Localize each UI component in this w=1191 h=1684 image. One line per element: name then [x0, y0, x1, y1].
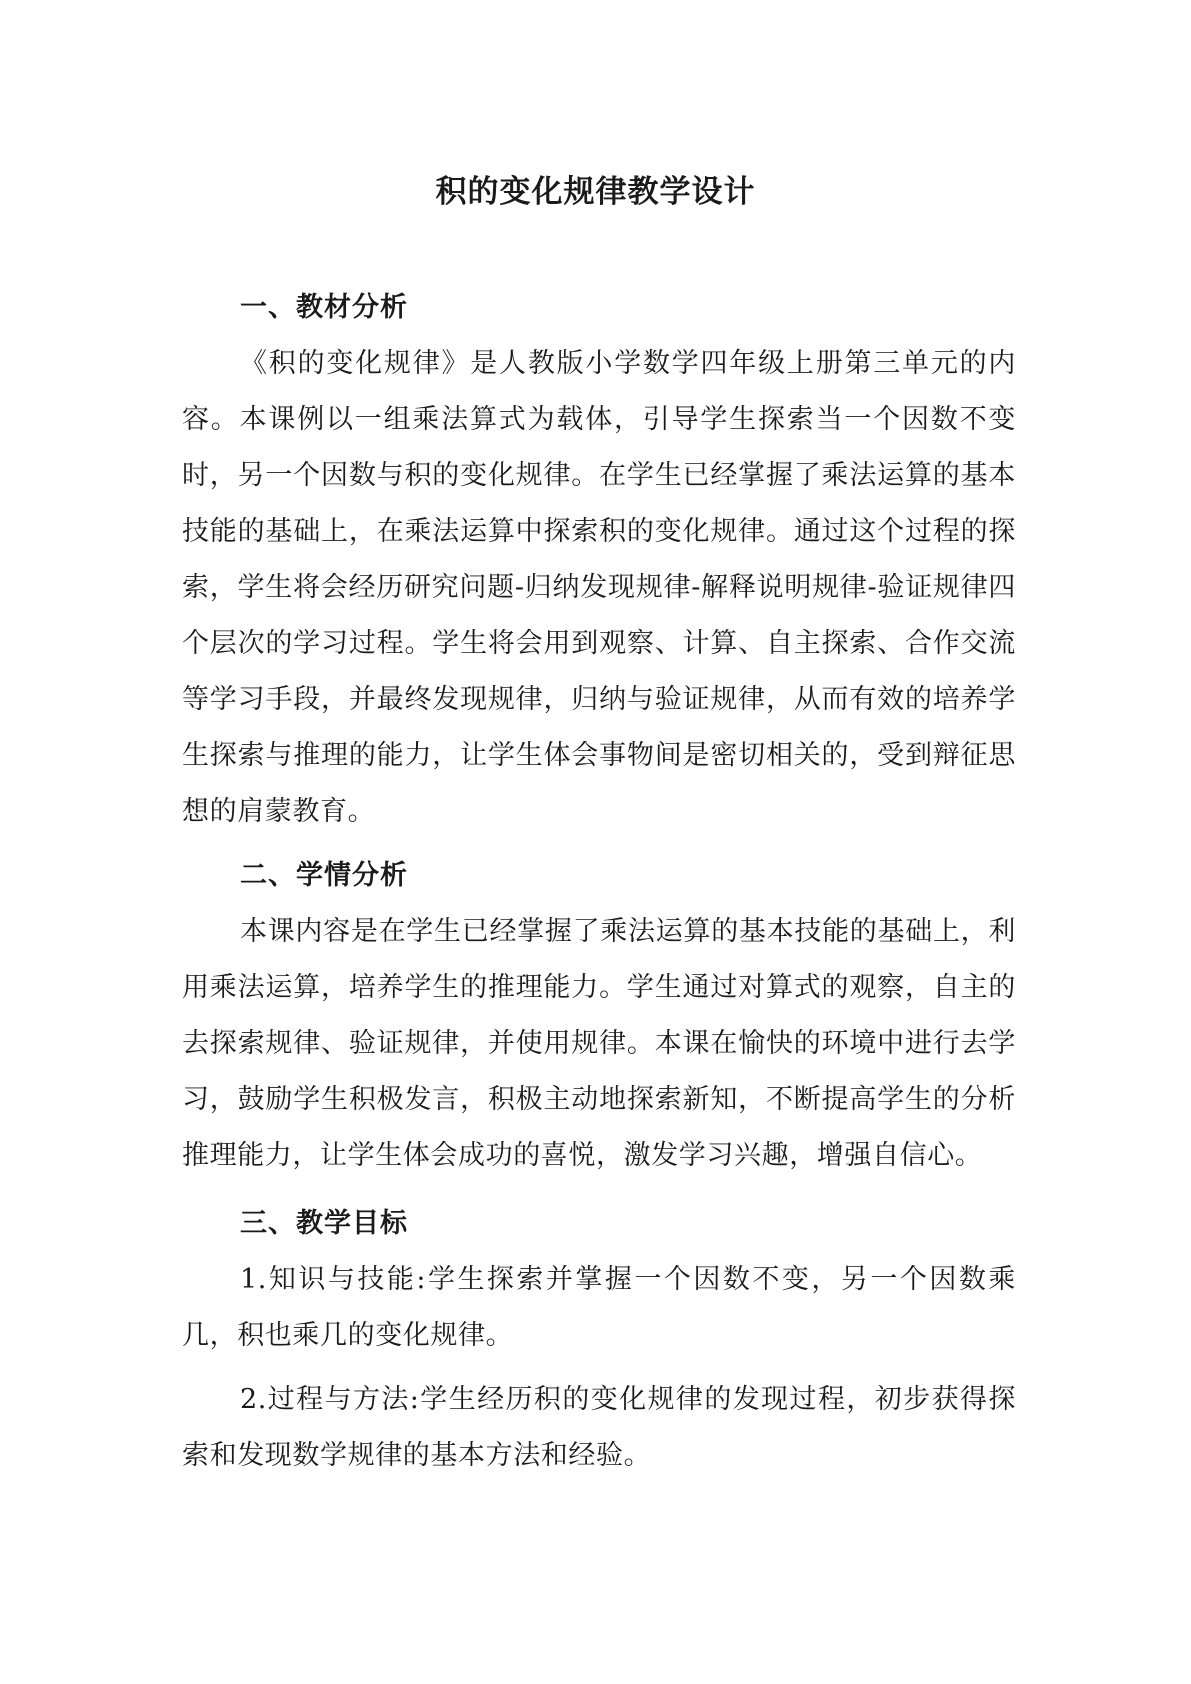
paragraph: 本课内容是在学生已经掌握了乘法运算的基本技能的基础上，利用乘法运算，培养学生的推理能力。学生通过对算式的观察，自主的去探索规律、验证规律，并使用规律。本课在愉快的环境中进行去学习，鼓励学生积极发言，积极主动地探索新知，不断提高学生的分析推理能力，让学生体会成功的喜悦，激发学习兴趣，增强自信心。 — [182, 916, 1016, 1171]
section-heading-student-analysis: 二、学情分析 — [240, 860, 408, 891]
document-title: 积的变化规律教学设计 — [435, 174, 756, 210]
paragraph: 《积的变化规律》是人教版小学数学四年级上册第三单元的内容。本课例以一组乘法算式为载体，引导学生探索当一个因数不变时，另一个因数与积的变化规律。在学生已经掌握了乘法运算的基本技能的基础上，在乘法运算中探索积的变化规律。通过这个过程的探索，学生将会经历研究问题-归纳发现规律-解释说明规律-验证规律四个层次的学习过程。学生将会用到观察、计算、自主探索、合作交流等学习手段，并最终发现规律，归纳与验证规律，从而有效的培养学生探索与推理的能力，让学生体会事物间是密切相关的，受到辩征思想的肩蒙教育。 — [182, 348, 1016, 827]
paragraph: 2.过程与方法:学生经历积的变化规律的发现过程，初步获得探索和发现数学规律的基本方法和经验。 — [182, 1384, 1016, 1471]
section-heading-teaching-goals: 三、教学目标 — [240, 1208, 408, 1239]
paragraph: 1.知识与技能:学生探索并掌握一个因数不变，另一个因数乘几，积也乘几的变化规律。 — [182, 1264, 1016, 1351]
section-heading-textbook-analysis: 一、教材分析 — [240, 292, 408, 323]
document-body — [182, 280, 1016, 1484]
